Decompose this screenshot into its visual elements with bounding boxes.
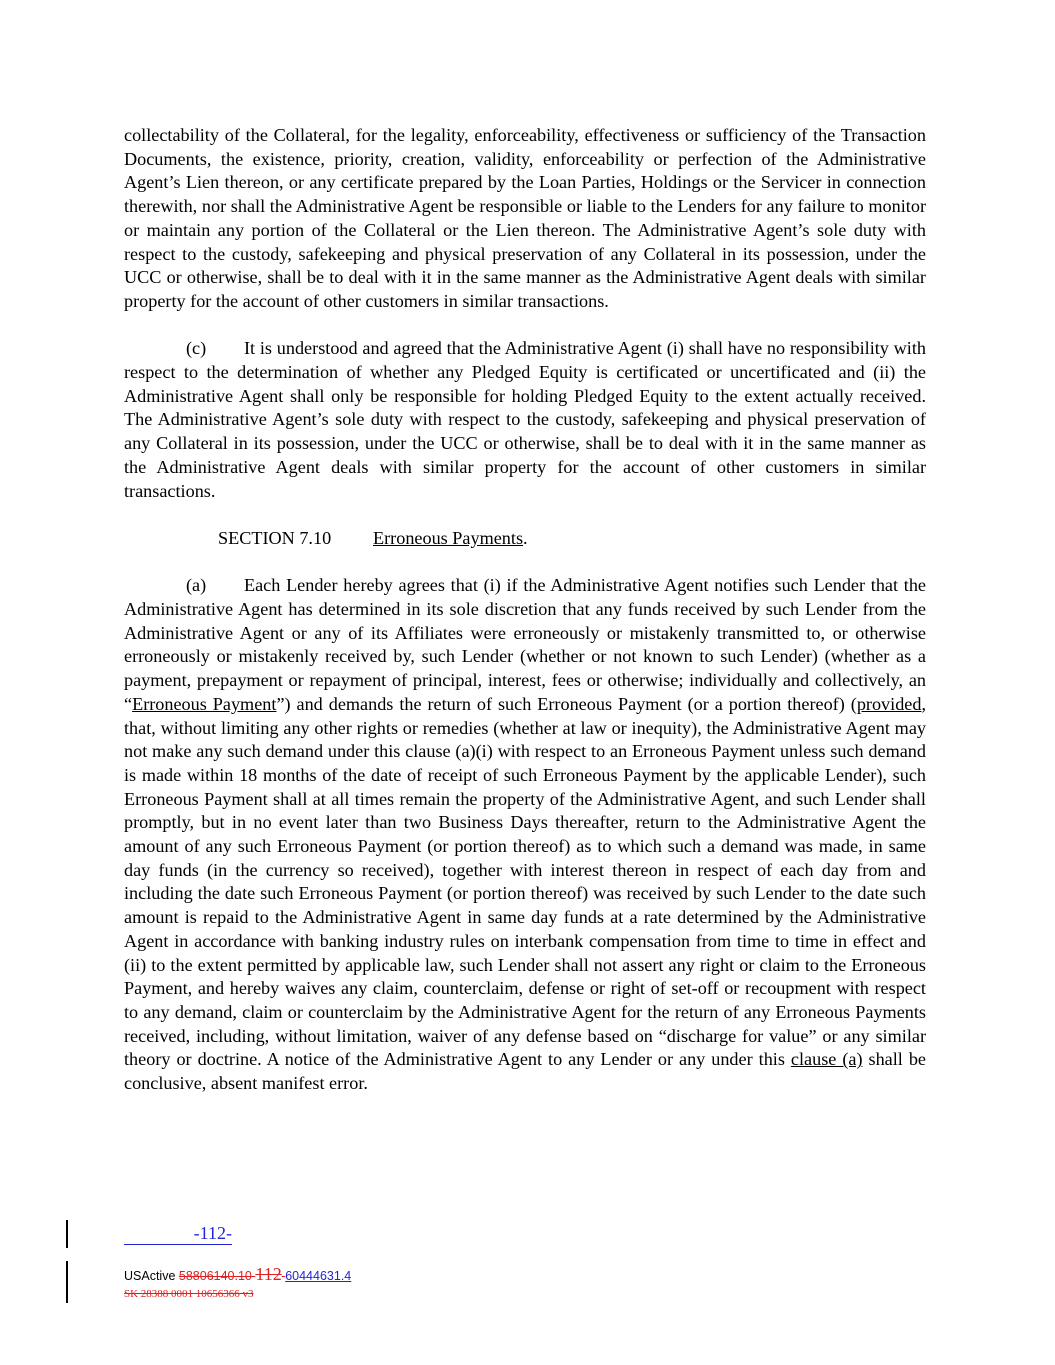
provided-term: provided (856, 693, 922, 714)
clause-a-part4: shall be conclusive, absent manifest error. (124, 1049, 926, 1094)
deleted-reference: SK 28388 0001 10656366 v3 (124, 1288, 254, 1300)
clause-a-part3: , that, without limiting any other rights or remedies (whether at law or inequity), the Administrative Agent may not make any such demand under this clause (a)(i) with respect to an Erroneous Payment unless such demand is made within 18 months of the date of receipt of such Erroneous Payment by the applicable Lender), such Erroneous Payment shall at all times remain the property of the Administrative Agent, and such Lender shall promptly, but in no event later than two Business Days thereafter, return to the Administrative Agent the amount of any such Erroneous Payment (or portion thereof) as to which such a demand was made, in same day funds (in the currency so received), together with interest thereon in respect of each day from and including the date such Erroneous Payment (or portion thereof) was received by such Lender to the date such amount is repaid to the Administrative Agent in same day funds at a rate determined by the Administrative Agent in accordance with banking industry rules on interbank compensation from time to time in effect and (ii) to the extent permitted by applicable law, such Lender shall not assert any right or claim to the Erroneous Payment, and hereby waives any claim, counterclaim, defense or right of set-off or recoupment with respect to any demand, claim or counterclaim by the Administrative Agent for the return of any Erroneous Payments received, including, without limitation, waiver of any defense based on “discharge for value” or any similar theory or doctrine. A notice of the Administrative Agent to any Lender or any under this (124, 693, 927, 1070)
section-title: Erroneous Payments (373, 527, 524, 548)
section-number: SECTION 7.10 (218, 527, 332, 548)
inserted-doc-id: 60444631.4 (285, 1269, 352, 1283)
defined-term-erroneous-payment: Erroneous Payment (132, 693, 277, 714)
paragraph-a (124, 574, 926, 1095)
clause-a-reference: clause (a) (790, 1049, 863, 1070)
paragraph-collateral: collectability of the Collateral, for the legality, enforceability, effectiveness or sufficiency of the Transaction Documents, the existence, priority, creation, validity, enforceability or perfection of the Administrative Agent’s Lien thereon, or any certificate prepared by the Loan Parties, Holdings or the Servicer in connection therewith, nor shall the Administrative Agent be responsible or liable to the Lenders for any failure to monitor or maintain any portion of the Collateral or the Lien thereon. The Administrative Agent’s sole duty with respect to the custody, safekeeping and physical preservation of any Collateral in its possession, under the UCC or otherwise, shall be to deal with it in the same manner as the Administrative Agent deals with similar property for the account of other customers in similar transactions. (124, 125, 926, 311)
clause-a-label: (a) (186, 575, 207, 596)
footer-doc-id (124, 1264, 351, 1285)
paragraph-c (124, 337, 926, 503)
section-heading (124, 527, 926, 551)
footer-prefix: USActive (124, 1269, 179, 1283)
change-bar-bottom (66, 1261, 68, 1303)
section-period: . (523, 527, 528, 548)
document-body (124, 124, 926, 1096)
clause-c-label: (c) (186, 338, 207, 359)
page-number: -112- (124, 1222, 232, 1245)
deleted-page-number: 112 (255, 1264, 282, 1284)
clause-a-part2: ”) and demands the return of such Erroneous Payment (or a portion thereof) ( (276, 693, 857, 714)
clause-a-part1: Each Lender hereby agrees that (i) if the Administrative Agent notifies such Lender that the Administrative Agent has determined in its sole discretion that any funds received by such Lender from the Administrative Agent or any of its Affiliates were erroneously or mistakenly transmitted to, or otherwise erroneously or mistakenly received by, such Lender (whether or not known to such Lender) (whether as a payment, prepayment or repayment of principal, interest, fees or otherwise; individually and collectively, an “ (124, 575, 926, 714)
deleted-doc-id: 58806140.10 (178, 1269, 252, 1283)
change-bar-top (66, 1220, 68, 1248)
clause-c-text: It is understood and agreed that the Administrative Agent (i) shall have no responsibility with respect to the determination of whether any Pledged Equity is certificated or uncertificated and (ii) the Administrative Agent shall only be responsible for holding Pledged Equity to the extent actually received. The Administrative Agent’s sole duty with respect to the custody, safekeeping and physical preservation of any Collateral in its possession, under the UCC or otherwise, shall be to deal with it in the same manner as the Administrative Agent deals with similar property for the account of other customers in similar transactions. (124, 338, 926, 501)
